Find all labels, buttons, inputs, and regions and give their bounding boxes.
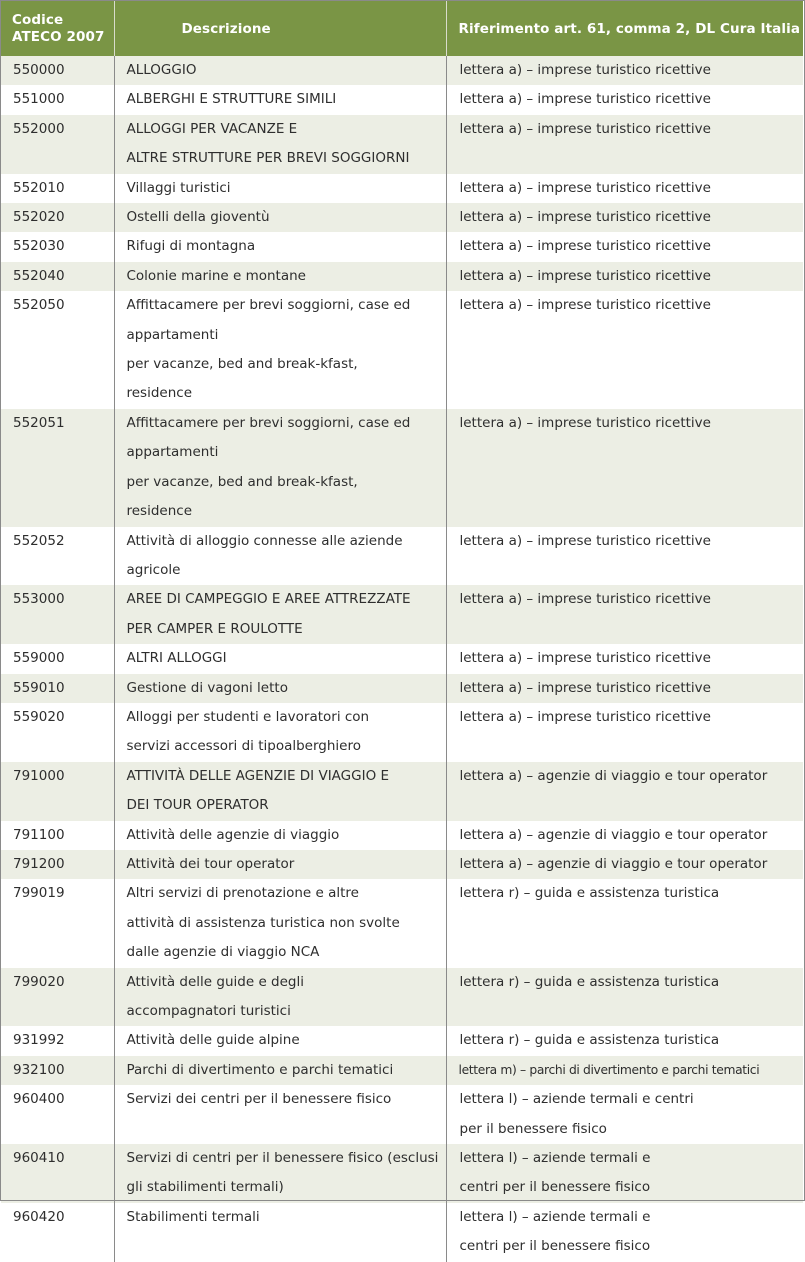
cell-code: 550000 (1, 56, 114, 85)
cell-code: 791000 (1, 762, 114, 821)
cell-description: Attività dei tour operator (114, 850, 446, 879)
cell-reference: lettera a) – imprese turistico ricettive (459, 91, 711, 108)
cell-reference: lettera l) – aziende termali e centri per il benessere fisico (446, 1144, 803, 1203)
cell-code: 559000 (1, 644, 114, 673)
table-row (1, 527, 803, 586)
header-row (1, 1, 803, 56)
cell-description: Attività delle guide e degli accompagnatori turistici (114, 968, 446, 1027)
table-row (1, 85, 803, 114)
table-row (1, 821, 803, 850)
table-row (1, 174, 803, 203)
cell-description: Altri servizi di prenotazione e altre attività di assistenza turistica non svolte dalle agenzie di viaggio NCA (114, 879, 446, 967)
cell-description: ALLOGGI PER VACANZE E ALTRE STRUTTURE PER BREVI SOGGIORNI (114, 115, 446, 174)
cell-reference: lettera l) – aziende termali e centri per il benessere fisico (459, 1091, 694, 1137)
cell-reference: lettera r) – guida e assistenza turistica (446, 968, 803, 1027)
ateco-table (1, 1, 803, 1262)
header-code-line2: ATECO 2007 (12, 28, 105, 45)
table-row (1, 644, 803, 673)
cell-reference: lettera a) – imprese turistico ricettive (459, 297, 711, 314)
cell-description: ALTRI ALLOGGI (114, 644, 446, 673)
cell-code: 552052 (1, 527, 114, 586)
table-row (1, 703, 803, 762)
cell-reference: lettera a) – imprese turistico ricettive (446, 409, 803, 527)
cell-description: Servizi di centri per il benessere fisico (esclusi gli stabilimenti termali) (114, 1144, 446, 1203)
cell-description: ALLOGGIO (114, 56, 446, 85)
cell-reference: lettera a) – imprese turistico ricettive (459, 532, 711, 549)
cell-code: 552000 (1, 115, 114, 174)
cell-code: 960420 (1, 1203, 114, 1262)
table-row (1, 1056, 803, 1085)
cell-description: ATTIVITÀ DELLE AGENZIE DI VIAGGIO E DEI TOUR OPERATOR (114, 762, 446, 821)
cell-description: Rifugi di montagna (114, 232, 446, 261)
cell-description: Alloggi per studenti e lavoratori con servizi accessori di tipoalberghiero (114, 703, 446, 762)
cell-code: 799020 (1, 968, 114, 1027)
cell-description: Stabilimenti termali (114, 1203, 446, 1262)
table-row (1, 409, 803, 527)
table-row (1, 115, 803, 174)
cell-description: Affittacamere per brevi soggiorni, case ed appartamenti per vacanze, bed and break-kfast, residence (114, 291, 446, 409)
cell-code: 932100 (1, 1056, 114, 1085)
table-body (1, 56, 803, 1262)
cell-reference: lettera a) – agenzie di viaggio e tour operator (446, 850, 803, 879)
table-row (1, 585, 803, 644)
cell-code: 552051 (1, 409, 114, 527)
cell-description: Servizi dei centri per il benessere fisico (114, 1085, 446, 1144)
cell-code: 552040 (1, 262, 114, 291)
cell-description: AREE DI CAMPEGGIO E AREE ATTREZZATE PER CAMPER E ROULOTTE (114, 585, 446, 644)
cell-reference: lettera a) – imprese turistico ricettive (446, 203, 803, 232)
cell-description: Gestione di vagoni letto (114, 674, 446, 703)
cell-code: 791200 (1, 850, 114, 879)
cell-reference: lettera a) – imprese turistico ricettive (459, 708, 711, 725)
cell-reference: lettera r) – guida e assistenza turistica (459, 1032, 720, 1049)
cell-reference: lettera l) – aziende termali e centri per il benessere fisico (459, 1208, 651, 1255)
cell-reference: lettera a) – imprese turistico ricettive (459, 179, 711, 196)
table-row (1, 968, 803, 1027)
cell-code: 559010 (1, 674, 114, 703)
cell-description: Attività delle agenzie di viaggio (114, 821, 446, 850)
cell-description: Attività di alloggio connesse alle aziende agricole (114, 527, 446, 586)
table-row (1, 879, 803, 967)
cell-code: 552050 (1, 291, 114, 409)
table-row (1, 674, 803, 703)
cell-reference: lettera a) – imprese turistico ricettive (459, 238, 711, 255)
cell-code: 791100 (1, 821, 114, 850)
cell-reference: lettera a) – imprese turistico ricettive (459, 650, 711, 667)
table-row (1, 1026, 803, 1055)
cell-reference: lettera r) – guida e assistenza turistica (459, 885, 720, 902)
cell-reference: lettera a) – imprese turistico ricettive (446, 585, 803, 644)
cell-description: Attività delle guide alpine (114, 1026, 446, 1055)
table-row (1, 1144, 803, 1203)
cell-code: 559020 (1, 703, 114, 762)
table-header (1, 1, 803, 56)
cell-code: 552020 (1, 203, 114, 232)
table-row (1, 262, 803, 291)
cell-reference: lettera a) – imprese turistico ricettive (446, 56, 803, 85)
table-row (1, 232, 803, 261)
cell-description: Parchi di divertimento e parchi tematici (114, 1056, 446, 1085)
cell-code: 960410 (1, 1144, 114, 1203)
table-row (1, 1203, 803, 1262)
cell-code: 799019 (1, 879, 114, 967)
cell-description: Villaggi turistici (114, 174, 446, 203)
cell-code: 552010 (1, 174, 114, 203)
cell-reference: lettera m) – parchi di divertimento e parchi tematici (446, 1056, 803, 1085)
table-row (1, 1085, 803, 1144)
table-row (1, 850, 803, 879)
cell-reference: lettera a) – imprese turistico ricettive (446, 115, 803, 174)
cell-code: 552030 (1, 232, 114, 261)
header-code-line1: Codice (12, 11, 64, 28)
cell-description: Affittacamere per brevi soggiorni, case ed appartamenti per vacanze, bed and break-kfast, residence (114, 409, 446, 527)
cell-description: Colonie marine e montane (114, 262, 446, 291)
cell-code: 553000 (1, 585, 114, 644)
table-row (1, 762, 803, 821)
cell-reference: lettera a) – imprese turistico ricettive (446, 262, 803, 291)
cell-code: 931992 (1, 1026, 114, 1055)
cell-reference: lettera a) – agenzie di viaggio e tour operator (459, 826, 768, 843)
cell-code: 551000 (1, 85, 114, 114)
table-row (1, 203, 803, 232)
cell-reference: lettera a) – agenzie di viaggio e tour operator (446, 762, 803, 821)
table-row (1, 56, 803, 85)
header-description: Descrizione (114, 1, 446, 56)
cell-reference: lettera a) – imprese turistico ricettive (446, 674, 803, 703)
header-reference: Riferimento art. 61, comma 2, DL Cura Italia (446, 1, 803, 56)
header-code (1, 1, 114, 56)
table-row (1, 291, 803, 409)
cell-code: 960400 (1, 1085, 114, 1144)
cell-description: Ostelli della gioventù (114, 203, 446, 232)
cell-description: ALBERGHI E STRUTTURE SIMILI (114, 85, 446, 114)
